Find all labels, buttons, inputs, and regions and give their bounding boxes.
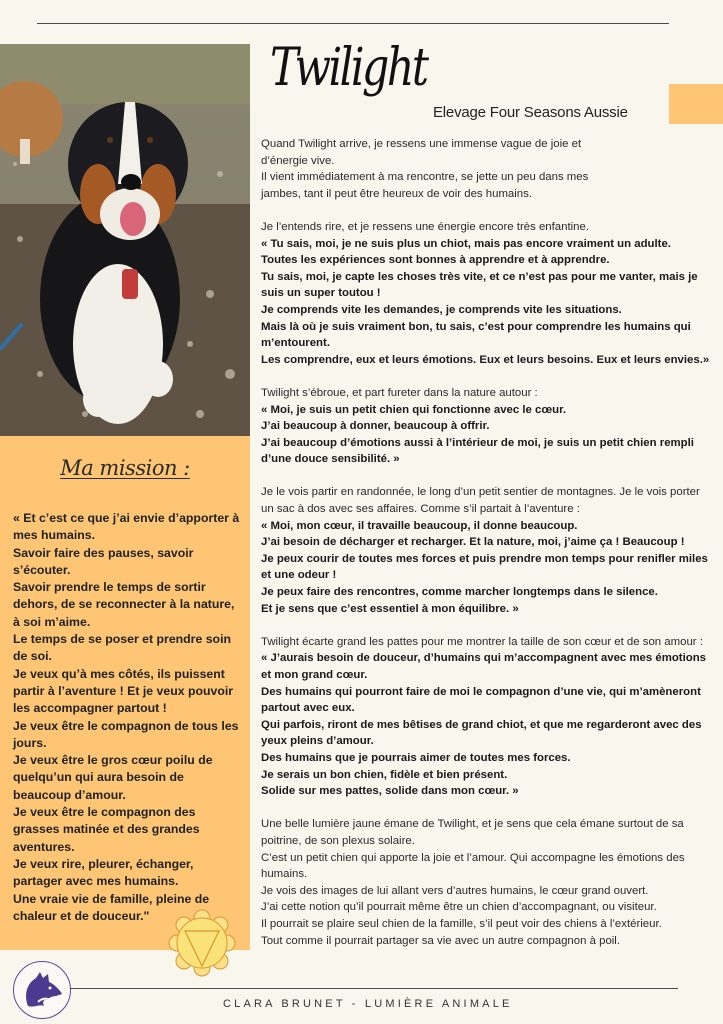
narration-line: Twilight s’ébroue, et part fureter dans la nature autour : (261, 386, 538, 399)
wolf-head-logo (13, 961, 71, 1019)
quote-line: Et je sens que c’est essentiel à mon équilibre. » (261, 602, 519, 615)
quote-line: Des humains que je pourrais aimer de toutes mes forces. (261, 751, 571, 764)
dog-illustration (0, 44, 250, 436)
narration-line: Il vient immédiatement à ma rencontre, se jette un peu dans mes (261, 171, 589, 184)
mission-line: Savoir faire des pauses, savoir s’écouter. (13, 545, 194, 577)
body-paragraph (261, 385, 713, 468)
narration-line: Quand Twilight arrive, je ressens une immense vague de joie et (261, 138, 582, 150)
quote-line: Je serais un bon chien, fidèle et bien présent. (261, 768, 508, 781)
mission-line: Je veux qu’à mes côtés, ils puissent partir à l’aventure ! Et je veux pouvoir les accompagner partout ! (13, 666, 234, 716)
page-subtitle: Elevage Four Seasons Aussie (433, 104, 628, 121)
accent-block (669, 84, 723, 124)
quote-line: Je peux faire des rencontres, comme marcher longtemps dans le silence. (261, 586, 658, 599)
mission-text (13, 510, 241, 925)
body-paragraph (261, 634, 713, 800)
quote-line: « Moi, je suis un petit chien qui fonctionne avec le cœur. (261, 403, 567, 416)
mission-line: Savoir prendre le temps de sortir dehors, de se reconnecter à la nature, à soi m’aime. (13, 580, 235, 629)
quote-line: « J’aurais besoin de douceur, d’humains qui m’accompagnent avec mes émotions et mon grand cœur. (261, 652, 706, 681)
mission-line: Je veux rire, pleurer, échanger, partager avec mes humains. (13, 856, 194, 889)
quote-line: Les comprendre, eux et leurs émotions. Eux et leurs besoins. Eux et leurs envies.» (261, 353, 710, 366)
narration-line: Une belle lumière jaune émane de Twilight, et je sens que cela émane surtout de sa poitrine, de son plexus solaire. (261, 818, 684, 847)
mission-line: Je veux être le compagnon des grasses matinée et des grandes aventures. (13, 805, 200, 854)
mission-line: « Et c’est ce que j’ai envie d’apporter à mes humains. (13, 511, 240, 543)
mission-title: Ma mission : (60, 456, 190, 480)
solar-plexus-chakra-icon (165, 906, 239, 980)
narration-line: Il pourrait se plaire seul chien de la famille, s’il peut voir des chiens à l’extérieur. (261, 917, 662, 930)
quote-line: Qui parfois, riront de mes bêtises de grand chiot, et que me regarderont avec des yeux pleins d’amour. (261, 718, 702, 748)
top-divider (37, 23, 669, 24)
body-paragraph (261, 136, 713, 202)
mission-line: Je veux être le compagnon de tous les jours. (13, 718, 239, 750)
narration-line: C’est un petit chien qui apporte la joie et l’amour. Qui accompagne les émotions des humains. (261, 851, 685, 881)
dog-photo (0, 44, 250, 436)
quote-line: Des humains qui pourront faire de moi le compagnon d’une vie, qui m’amèneront partout avec eux. (261, 685, 701, 715)
wolf-head-icon (14, 962, 70, 1018)
narration-line: Tout comme il pourrait partager sa vie avec un autre compagnon à poil. (261, 934, 620, 947)
narration-line: Je l’entends rire, et je ressens une énergie encore très enfantine. (261, 220, 589, 233)
quote-line: J’ai beaucoup à donner, beaucoup à offrir. (261, 420, 490, 433)
quote-line: « Moi, mon cœur, il travaille beaucoup, il donne beaucoup. (261, 519, 578, 532)
body-text (261, 136, 713, 966)
narration-line: Twilight écarte grand les pattes pour me montrer la taille de son cœur et de son amour : (261, 635, 703, 648)
quote-line: Mais là où je suis vraiment bon, tu sais, c’est pour comprendre les humains qui m’entourent. (261, 320, 691, 350)
body-paragraph (261, 816, 713, 949)
quote-line: J’ai beaucoup d’émotions aussi à l’intérieur de moi, je suis un petit chien rempli d’une douce sensibilité. » (261, 436, 694, 466)
narration-line: d’énergie vive. (261, 154, 335, 167)
quote-line: « Tu sais, moi, je ne suis plus un chiot, mais pas encore vraiment un adulte. (261, 237, 671, 250)
body-paragraph (261, 484, 713, 617)
page-title: Twilight (270, 38, 427, 98)
mission-line: Je veux être le gros cœur poilu de quelqu’un qui aura besoin de beaucoup d’amour. (13, 753, 213, 802)
mission-line: Une vraie vie de famille, pleine de chaleur et de douceur." (13, 891, 210, 923)
narration-line: J’ai cette notion qu’il pourrait même être un chien d’accompagnant, ou visiteur. (261, 901, 657, 914)
quote-line: Solide sur mes pattes, solide dans mon cœur. » (261, 785, 519, 798)
body-paragraph (261, 219, 713, 368)
narration-line: Je vois des images de lui allant vers d’autres humains, le cœur grand ouvert. (261, 884, 649, 897)
quote-line: Toutes les expériences sont bonnes à apprendre et à apprendre. (261, 254, 610, 267)
narration-line: Je le vois partir en randonnée, le long d’un petit sentier de montagnes. Je le vois porter un sac à dos avec ses affaires. Comme s’il partait à l’aventure : (261, 486, 700, 516)
bottom-divider (70, 988, 678, 989)
quote-line: Tu sais, moi, je capte les choses très vite, et ce n’est pas pour me vanter, mais je suis un super toutou ! (261, 270, 698, 300)
quote-line: Je peux courir de toutes mes forces et puis prendre mon temps pour renifler miles et une odeur ! (261, 552, 708, 582)
quote-line: J’ai besoin de décharger et recharger. Et la nature, moi, j’aime ça ! Beaucoup ! (261, 536, 685, 549)
quote-line: Je comprends vite les demandes, je comprends vite les situations. (261, 303, 622, 316)
narration-line: jambes, tant il peut être heureux de voir des humains. (261, 187, 532, 200)
mission-line: Le temps de se poser et prendre soin de soi. (13, 632, 231, 664)
footer-author: CLARA BRUNET - LUMIÈRE ANIMALE (223, 998, 513, 1010)
